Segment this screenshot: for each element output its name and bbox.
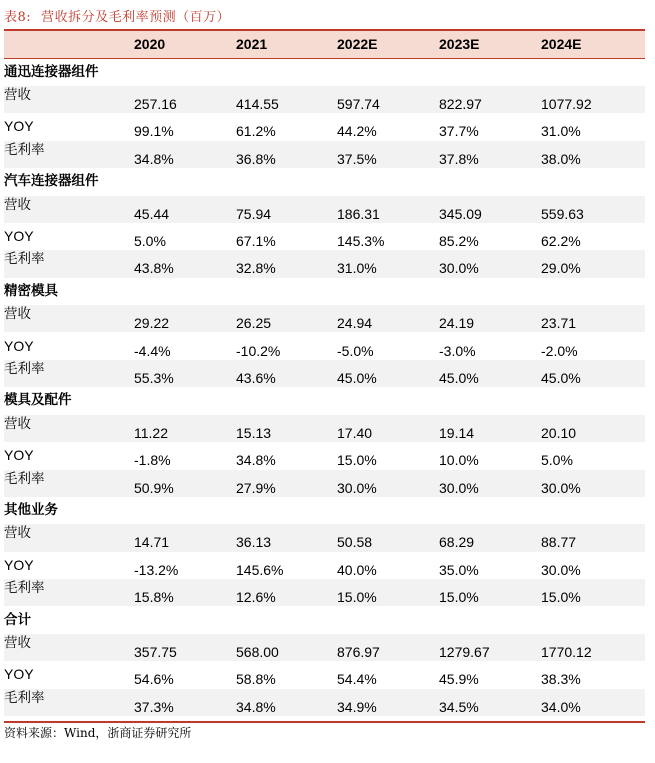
table-cell: 54.4% [337, 671, 377, 688]
table-cell: 37.8% [439, 150, 479, 167]
row-label: YOY [4, 556, 34, 573]
table-cell: 30.0% [439, 260, 479, 277]
table-cell: 5.0% [134, 232, 166, 249]
table-cell: 12.6% [236, 589, 276, 606]
table-cell: -2.0% [541, 342, 578, 359]
table-cell: 1077.92 [541, 95, 592, 112]
table-cell: 30.0% [337, 479, 377, 496]
row-label: 毛利率 [4, 470, 45, 487]
row-label: YOY [4, 447, 34, 464]
table-cell: 24.19 [439, 315, 475, 332]
table-cell: 30.0% [541, 561, 581, 578]
table-row [4, 86, 645, 113]
table-cell: -5.0% [337, 342, 374, 359]
table-cell: 145.6% [236, 561, 284, 578]
table-cell: 50.58 [337, 534, 373, 551]
section-title: 汽车连接器组件 [4, 173, 99, 190]
section-header-row [4, 387, 645, 414]
table-row [4, 634, 645, 661]
table-cell: 15.8% [134, 589, 174, 606]
table-cell: 345.09 [439, 205, 482, 222]
column-header: 2020 [134, 36, 166, 52]
table-cell: 45.44 [134, 205, 170, 222]
table-row [4, 360, 645, 387]
table-row [4, 661, 645, 688]
table-row [4, 442, 645, 469]
table-cell: 85.2% [439, 232, 479, 249]
table-cell: 19.14 [439, 424, 475, 441]
table-row [4, 196, 645, 223]
table-cell: 43.8% [134, 260, 174, 277]
table-row [4, 415, 645, 442]
table-cell: 43.6% [236, 369, 276, 386]
table-cell: 30.0% [541, 479, 581, 496]
table-row [4, 524, 645, 551]
table-cell: 24.94 [337, 315, 373, 332]
table-cell: 34.9% [337, 698, 377, 715]
table-cell: 559.63 [541, 205, 584, 222]
table-cell: 30.0% [439, 479, 479, 496]
table-cell: 597.74 [337, 95, 380, 112]
table-number: 表8: [4, 10, 32, 25]
section-header-row [4, 59, 645, 86]
table-cell: 37.3% [134, 698, 174, 715]
table-cell: 10.0% [439, 452, 479, 469]
table-row [4, 250, 645, 277]
table-row [4, 141, 645, 168]
table-cell: 34.8% [134, 150, 174, 167]
table-cell: 145.3% [337, 232, 385, 249]
table-cell: 44.2% [337, 123, 377, 140]
row-label: 营收 [4, 634, 31, 651]
row-label: YOY [4, 666, 34, 683]
table-cell: -1.8% [134, 452, 171, 469]
table-row [4, 305, 645, 332]
table-cell: 29.0% [541, 260, 581, 277]
table-cell: 37.5% [337, 150, 377, 167]
table-cell: 67.1% [236, 232, 276, 249]
table-row [4, 689, 645, 716]
table-caption: 营收拆分及毛利率预测（百万） [41, 10, 231, 25]
bottom-rule [4, 721, 645, 723]
table-cell: 45.0% [439, 369, 479, 386]
table-title [4, 6, 230, 25]
table-header [4, 31, 645, 58]
table-row [4, 113, 645, 140]
table-cell: 61.2% [236, 123, 276, 140]
source-note: 资料来源：Wind，浙商证券研究所 [4, 726, 192, 740]
row-label: YOY [4, 227, 34, 244]
column-header: 2023E [439, 36, 480, 52]
table-cell: 36.13 [236, 534, 272, 551]
row-label: 营收 [4, 415, 31, 432]
section-header-row [4, 168, 645, 195]
table-cell: 55.3% [134, 369, 174, 386]
table-cell: 88.77 [541, 534, 577, 551]
section-title: 其他业务 [4, 501, 58, 518]
table-cell: 34.8% [236, 698, 276, 715]
row-label: 营收 [4, 196, 31, 213]
table-cell: 257.16 [134, 95, 177, 112]
table-cell: 414.55 [236, 95, 279, 112]
column-header: 2022E [337, 36, 378, 52]
table-cell: 37.7% [439, 123, 479, 140]
table-row [4, 579, 645, 606]
table-cell: 50.9% [134, 479, 174, 496]
section-title: 通迅连接器组件 [4, 63, 99, 80]
table-cell: 40.0% [337, 561, 377, 578]
section-title: 模具及配件 [4, 392, 72, 409]
section-title: 精密模具 [4, 282, 58, 299]
table-cell: 27.9% [236, 479, 276, 496]
row-label: 毛利率 [4, 251, 45, 268]
table-cell: 11.22 [134, 424, 168, 441]
table-cell: 15.0% [439, 589, 479, 606]
section-title: 合计 [4, 611, 31, 628]
table-cell: 1770.12 [541, 643, 592, 660]
table-row [4, 552, 645, 579]
row-label: YOY [4, 118, 34, 135]
table-cell: 36.8% [236, 150, 276, 167]
row-label: 毛利率 [4, 141, 45, 158]
table-cell: 568.00 [236, 643, 279, 660]
table-cell: 62.2% [541, 232, 581, 249]
row-label: 营收 [4, 86, 31, 103]
table-cell: 20.10 [541, 424, 577, 441]
table-row [4, 333, 645, 360]
table-row [4, 470, 645, 497]
table-cell: -10.2% [236, 342, 281, 359]
table-cell: -3.0% [439, 342, 476, 359]
table-cell: 15.0% [337, 589, 377, 606]
table-cell: 15.0% [541, 589, 581, 606]
table-cell: 822.97 [439, 95, 482, 112]
row-label: 营收 [4, 525, 31, 542]
table-cell: 58.8% [236, 671, 276, 688]
row-label: 毛利率 [4, 580, 45, 597]
table-cell: -13.2% [134, 561, 179, 578]
table-cell: 34.5% [439, 698, 479, 715]
table-cell: 34.8% [236, 452, 276, 469]
section-header-row [4, 497, 645, 524]
column-header: 2024E [541, 36, 582, 52]
table-cell: 5.0% [541, 452, 573, 469]
table-cell: 35.0% [439, 561, 479, 578]
table-cell: 45.0% [541, 369, 581, 386]
table-row [4, 223, 645, 250]
table-cell: 26.25 [236, 315, 272, 332]
row-label: 毛利率 [4, 360, 45, 377]
table-cell: 38.0% [541, 150, 581, 167]
table-cell: 357.75 [134, 643, 177, 660]
table-cell: 32.8% [236, 260, 276, 277]
table-cell: 876.97 [337, 643, 380, 660]
table-cell: 1279.67 [439, 643, 490, 660]
table-cell: 45.9% [439, 671, 479, 688]
table-cell: 15.13 [236, 424, 272, 441]
table-cell: 186.31 [337, 205, 380, 222]
table-cell: 15.0% [337, 452, 377, 469]
row-label: YOY [4, 337, 34, 354]
table-cell: 38.3% [541, 671, 581, 688]
section-header-row [4, 278, 645, 305]
table-cell: 34.0% [541, 698, 581, 715]
table-cell: 54.6% [134, 671, 174, 688]
table-cell: 14.71 [134, 534, 170, 551]
table-cell: 75.94 [236, 205, 272, 222]
table-cell: 17.40 [337, 424, 373, 441]
table-cell: 29.22 [134, 315, 170, 332]
table-cell: 68.29 [439, 534, 475, 551]
table-cell: 31.0% [337, 260, 377, 277]
section-header-row [4, 607, 645, 634]
column-header: 2021 [236, 36, 268, 52]
row-label: 毛利率 [4, 689, 45, 706]
table-cell: 23.71 [541, 315, 577, 332]
table-cell: -4.4% [134, 342, 171, 359]
table-cell: 99.1% [134, 123, 174, 140]
table-cell: 45.0% [337, 369, 377, 386]
row-label: 营收 [4, 306, 31, 323]
table-cell: 31.0% [541, 123, 581, 140]
